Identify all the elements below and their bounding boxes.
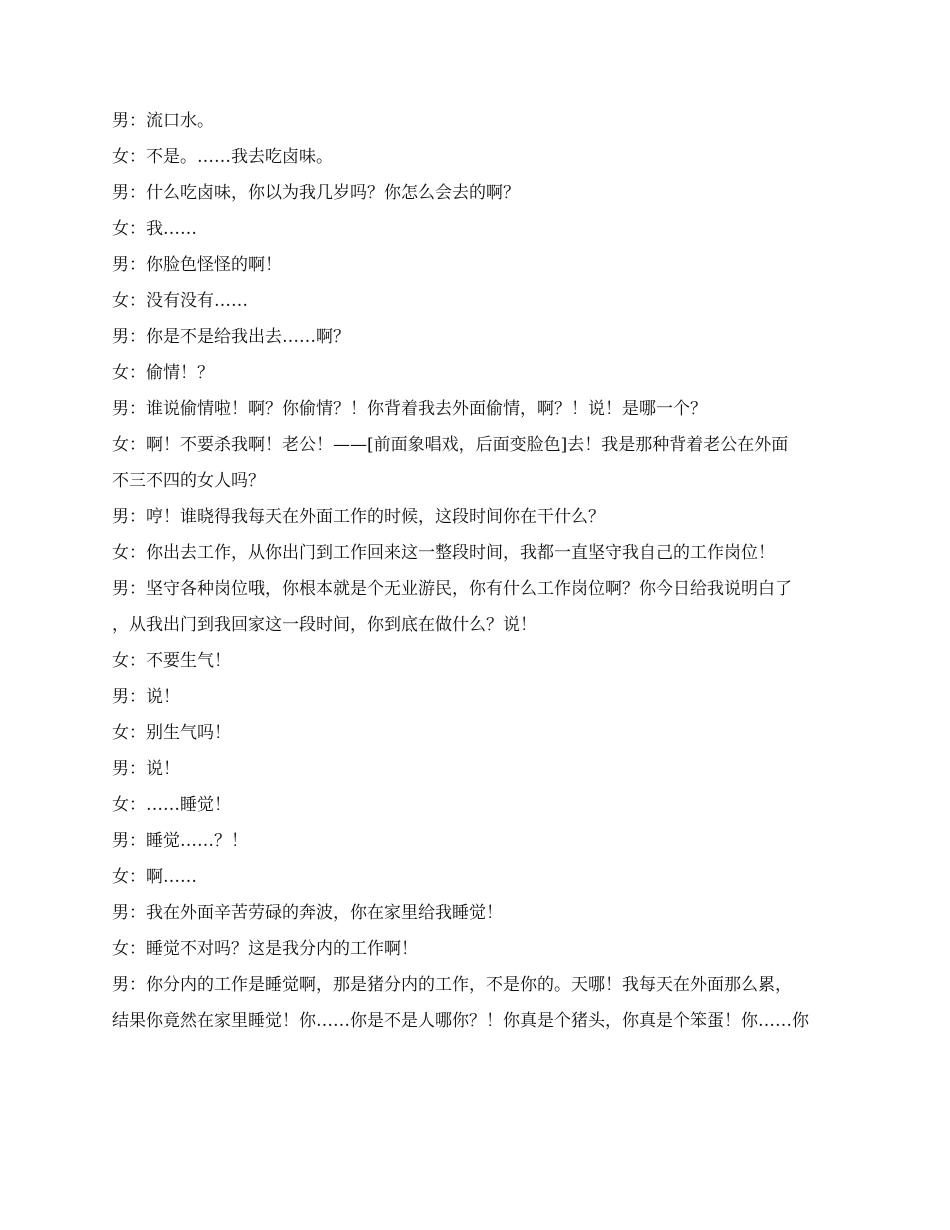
dialogue-line: 男：睡觉……？！ — [112, 831, 248, 851]
dialogue-line: 女：啊！不要杀我啊！老公！——[前面象唱戏，后面变脸色]去！我是那种背着老公在外面 — [112, 435, 789, 455]
dialogue-line: 男：你脸色怪怪的啊！ — [112, 255, 282, 275]
dialogue-line: 结果你竟然在家里睡觉！你……你是不是人哪你？！你真是个猪头，你真是个笨蛋！你……你 — [112, 1011, 809, 1031]
dialogue-line: 女：睡觉不对吗？这是我分内的工作啊！ — [112, 939, 418, 959]
dialogue-line: 女：……睡觉！ — [112, 795, 231, 815]
dialogue-line: 女：我…… — [112, 219, 197, 239]
dialogue-line: 女：没有没有…… — [112, 291, 248, 311]
dialogue-line: 不三不四的女人吗？ — [112, 471, 265, 491]
dialogue-line: 女：你出去工作，从你出门到工作回来这一整段时间，我都一直坚守我自己的工作岗位！ — [112, 543, 775, 563]
dialogue-line: 女：别生气吗！ — [112, 723, 231, 743]
dialogue-line: 男：你是不是给我出去……啊？ — [112, 327, 350, 347]
dialogue-line: ，从我出门到我回家这一段时间，你到底在做什么？说！ — [112, 615, 537, 635]
dialogue-text — [112, 111, 842, 1047]
dialogue-line: 男：什么吃卤味，你以为我几岁吗？你怎么会去的啊？ — [112, 183, 520, 203]
dialogue-line: 男：你分内的工作是睡觉啊，那是猪分内的工作，不是你的。天哪！我每天在外面那么累， — [112, 975, 792, 995]
dialogue-line: 男：谁说偷情啦！啊？你偷情？！你背着我去外面偷情，啊？！说！是哪一个？ — [112, 399, 707, 419]
dialogue-line: 女：啊…… — [112, 867, 197, 887]
dialogue-line: 女：偷情！？ — [112, 363, 214, 383]
dialogue-line: 男：说！ — [112, 687, 180, 707]
dialogue-line: 男：坚守各种岗位哦，你根本就是个无业游民，你有什么工作岗位啊？你今日给我说明白了 — [112, 579, 792, 599]
dialogue-line: 女：不要生气！ — [112, 651, 231, 671]
dialogue-line: 女：不是。……我去吃卤味。 — [112, 147, 333, 167]
dialogue-line: 男：我在外面辛苦劳碌的奔波，你在家里给我睡觉！ — [112, 903, 503, 923]
dialogue-line: 男：说！ — [112, 759, 180, 779]
dialogue-line: 男：哼！谁晓得我每天在外面工作的时候，这段时间你在干什么？ — [112, 507, 605, 527]
dialogue-line: 男：流口水。 — [112, 111, 214, 131]
